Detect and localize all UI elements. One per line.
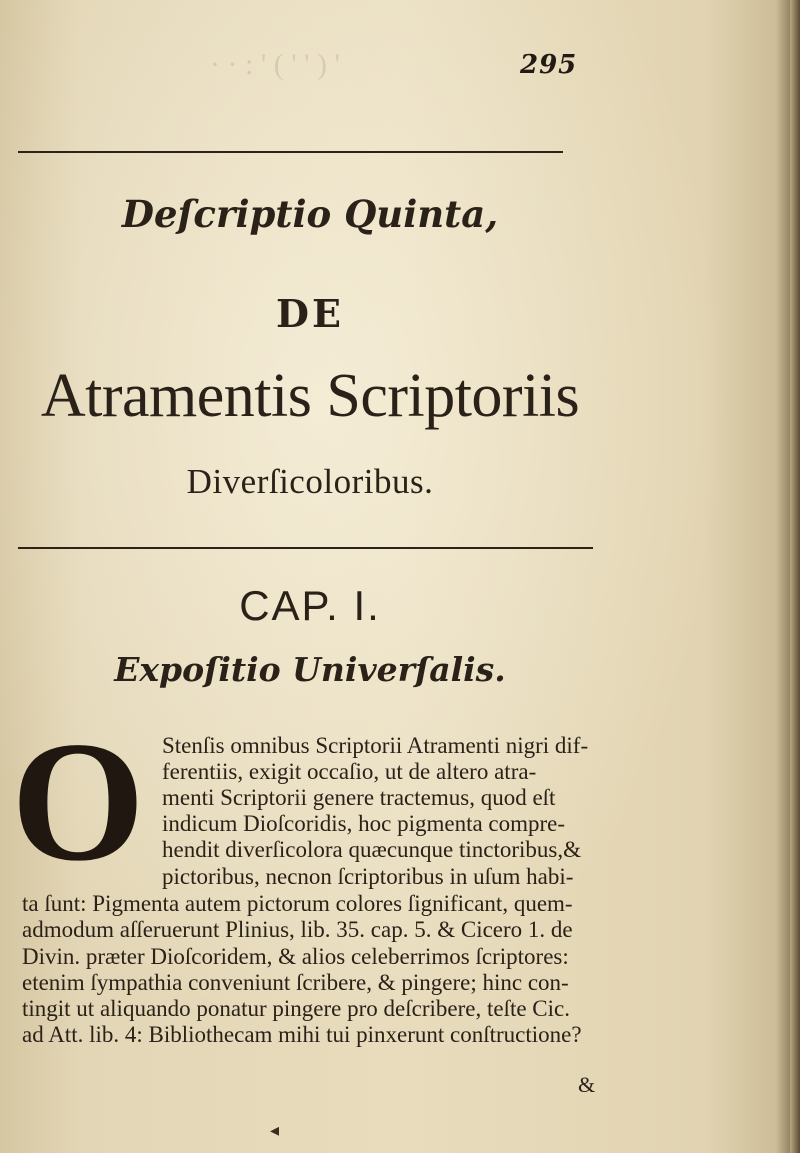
middle-rule [18, 547, 593, 549]
catchword: & [578, 1072, 596, 1097]
subtitle: Diverſicoloribus. [186, 462, 434, 501]
bleed-through-text: · · : ' ( ' ' ) ' [210, 48, 340, 81]
drop-cap: O [11, 707, 145, 897]
text-line: Divin. præter Dioſcoridem, & alios celeberrimos ſcriptores: [22, 944, 569, 969]
de-heading: DE [276, 291, 344, 336]
chapter-number: CAP. I. [239, 582, 381, 629]
text-line: ferentiis, exigit occaſio, ut de altero atra- [162, 759, 537, 784]
text-line: Stenſis omnibus Scriptorii Atramenti nigri dif- [162, 733, 589, 758]
text-line: indicum Dioſcoridis, hoc pigmenta compre- [162, 811, 566, 836]
text-line: menti Scriptorii genere tractemus, quod eſt [162, 785, 556, 810]
text-line: etenim ſympathia conveniunt ſcribere, & pingere; hinc con- [22, 970, 569, 995]
text-line: ta ſunt: Pigmenta autem pictorum colores ſignificant, quem- [22, 891, 573, 916]
text-line: tingit ut aliquando ponatur pingere pro deſcribere, teſte Cic. [22, 996, 570, 1021]
chapter-title: Expoſitio Univerſalis. [114, 650, 506, 689]
top-rule [18, 151, 563, 153]
description-heading: Deſcriptio Quinta, [121, 192, 499, 236]
text-line: admodum aſſeruerunt Plinius, lib. 35. cap. 5. & Cicero 1. de [22, 917, 573, 942]
text-line: hendit diverſicolora quæcunque tinctoribus,& [162, 837, 582, 862]
text-line: ad Att. lib. 4: Bibliothecam mihi tui pinxerunt conſtructione? [22, 1022, 582, 1047]
main-title: Atramentis Scriptoriis [40, 362, 580, 430]
ink-mark: ◂ [270, 1120, 280, 1141]
page-edge [790, 0, 800, 1153]
page-number: 295 [520, 50, 578, 80]
text-line: pictoribus, necnon ſcriptoribus in uſum habi- [162, 864, 574, 889]
